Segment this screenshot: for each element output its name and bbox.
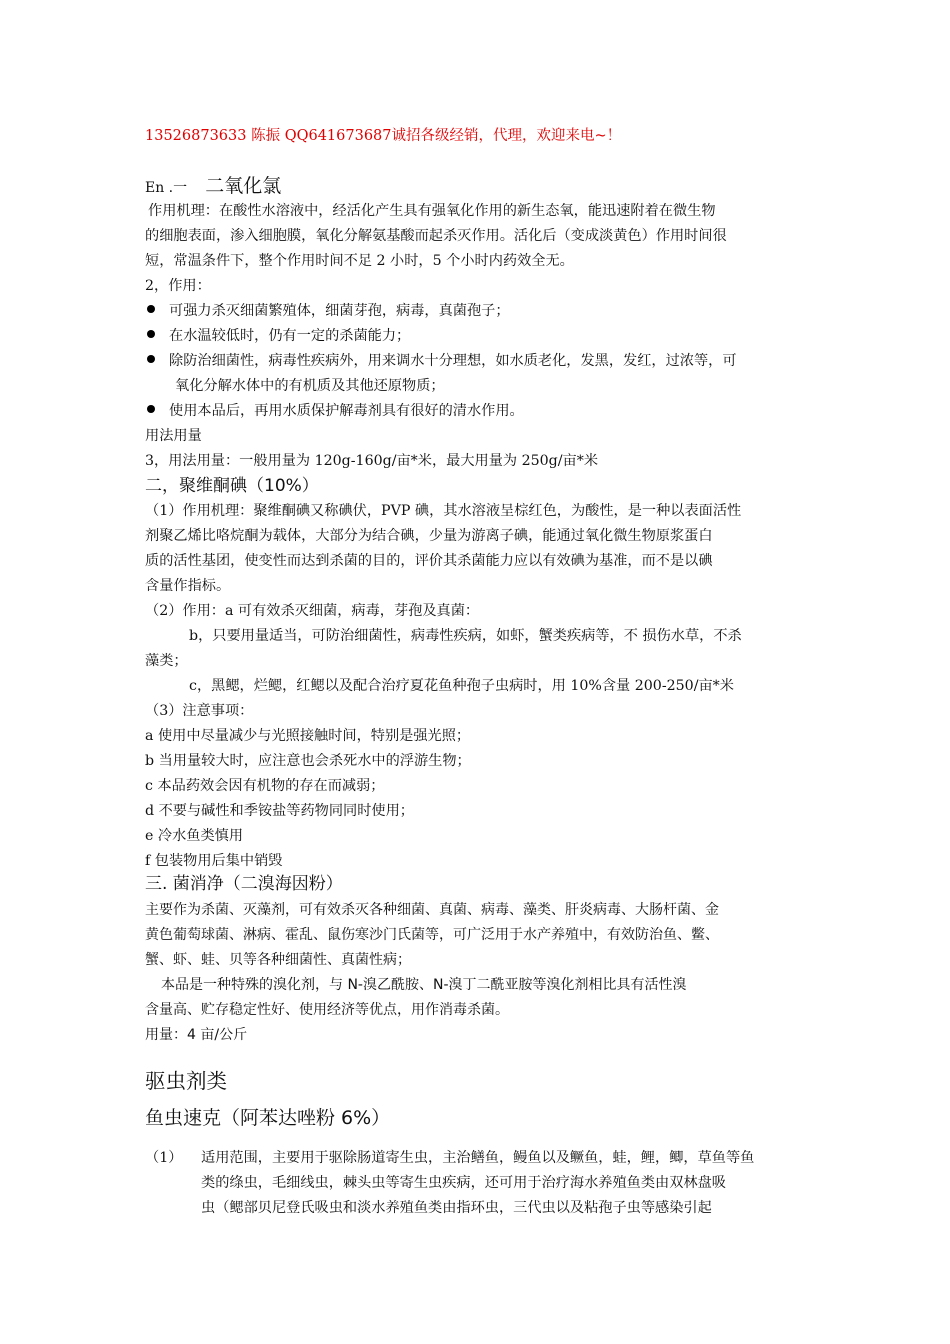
s2-mech-line: （1）作用机理：聚维酮碘又称碘伏，PVP 碘，其水溶液呈棕红色，为酸性，是一种以表面活性 <box>145 503 742 519</box>
s4-body-line: 虫（鳃部贝尼登氏吸虫和淡水养殖鱼类由指环虫，三代虫以及粘孢子虫等感染引起 <box>201 1200 712 1216</box>
s1-mech-line: 的细胞表面，渗入细胞膜，氧化分解氨基酸而起杀灭作用。活化后（变成淡黄色）作用时间很 <box>145 228 727 244</box>
s3-body-line: 黄色葡萄球菌、淋病、霍乱、鼠伤寒沙门氏菌等，可广泛用于水产养殖中，有效防治鱼、鳖、 <box>145 927 719 943</box>
s3-body-line: 含量高、贮存稳定性好、使用经济等优点，用作消毒杀菌。 <box>145 1002 509 1018</box>
s2-use-line: （2）作用：a 可有效杀灭细菌，病毒，芽孢及真菌： <box>145 603 480 619</box>
bullet-item: 在水温较低时，仍有一定的杀菌能力； <box>145 324 410 348</box>
bullet-dot-icon <box>147 405 155 413</box>
s1-mech-line: 短，常温条件下，整个作用时间不足 2 小时，5 个小时内药效全无。 <box>145 253 574 269</box>
s1-usage-heading: 用法用量 <box>145 428 202 444</box>
s2-use-line: c，黑鳃，烂鳃，红鳃以及配合治疗夏花鱼种孢子虫病时，用 10%含量 200-250/亩*米 <box>189 678 734 694</box>
s3-body-line: 本品是一种特殊的溴化剂，与 N-溴乙酰胺、N-溴丁二酰亚胺等溴化剂相比具有活性溴 <box>161 977 687 993</box>
s2-use-line: 藻类； <box>145 653 188 669</box>
s2-note: e 冷水鱼类慎用 <box>145 828 244 844</box>
contact-line: 13526873633 陈振 QQ641673687诚招各级经销，代理，欢迎来电~！ <box>145 128 622 144</box>
section-3-title: 三. 菌消净（二溴海因粉） <box>145 874 343 894</box>
section-1-prefix: En .一 <box>145 180 188 196</box>
s2-note: f 包装物用后集中销毁 <box>145 853 283 869</box>
s1-usage: 3，用法用量：一般用量为 120g-160g/亩*米，最大用量为 250g/亩*米 <box>145 453 599 469</box>
s4-body-line: 类的绦虫，毛细线虫，棘头虫等寄生虫疾病，还可用于治疗海水养殖鱼类由双林盘吸 <box>201 1175 726 1191</box>
bullet-item: 使用本品后，再用水质保护解毒剂具有很好的清水作用。 <box>145 399 524 423</box>
section-4-title: 鱼虫速克（阿苯达唑粉 6%） <box>145 1107 391 1129</box>
s2-notes-label: （3）注意事项： <box>145 703 254 719</box>
section-1-heading <box>145 174 281 200</box>
s1-use-label: 2，作用： <box>145 278 211 294</box>
s2-mech-line: 含量作指标。 <box>145 578 231 594</box>
bullet-item: 可强力杀灭细菌繁殖体，细菌芽孢，病毒，真菌孢子； <box>145 299 510 323</box>
section-2-title: 二，聚维酮碘（10%） <box>145 476 319 496</box>
s2-mech-line: 质的活性基团，使变性而达到杀菌的目的，评价其杀菌能力应以有效碘为基准，而不是以碘 <box>145 553 713 569</box>
s2-note: d 不要与碱性和季铵盐等药物同同时使用； <box>145 803 414 819</box>
bullet-dot-icon <box>147 355 155 363</box>
s3-body-line: 蟹、虾、蛙、贝等各种细菌性、真菌性病； <box>145 952 411 968</box>
s3-dose: 用量：4 亩/公斤 <box>145 1027 248 1043</box>
s2-note: b 当用量较大时，应注意也会杀死水中的浮游生物； <box>145 753 471 769</box>
s1-mech-line: 作用机理：在酸性水溶液中，经活化产生具有强氧化作用的新生态氧，能迅速附着在微生物 <box>148 203 716 219</box>
bullet-item: 除防治细菌性，病毒性疾病外，用来调水十分理想，如水质老化，发黑，发红，过浓等，可 <box>145 349 737 373</box>
s4-item-number: （1） <box>145 1150 183 1166</box>
bullet-continuation: 氧化分解水体中的有机质及其他还原物质； <box>175 378 445 394</box>
category-heading: 驱虫剂类 <box>145 1069 227 1093</box>
s2-note: c 本品药效会因有机物的存在而减弱； <box>145 778 385 794</box>
s2-note: a 使用中尽量减少与光照接触时间，特别是强光照； <box>145 728 471 744</box>
s2-mech-line: 剂聚乙烯比咯烷酮为载体，大部分为结合碘，少量为游离子碘，能通过氧化微生物原浆蛋白 <box>145 528 713 544</box>
s3-body-line: 主要作为杀菌、灭藻剂，可有效杀灭各种细菌、真菌、病毒、藻类、肝炎病毒、大肠杆菌、金 <box>145 902 719 918</box>
bullet-dot-icon <box>147 330 155 338</box>
section-1-title: 二氧化氯 <box>205 175 282 197</box>
s2-use-line: b，只要用量适当，可防治细菌性，病毒性疾病，如虾，蟹类疾病等，不 损伤水草，不杀 <box>189 628 742 644</box>
s4-body-line: 适用范围，主要用于驱除肠道寄生虫，主治鳝鱼，鳗鱼以及鳜鱼，蛙，鲤，鲫，草鱼等鱼 <box>201 1150 755 1166</box>
bullet-dot-icon <box>147 305 155 313</box>
